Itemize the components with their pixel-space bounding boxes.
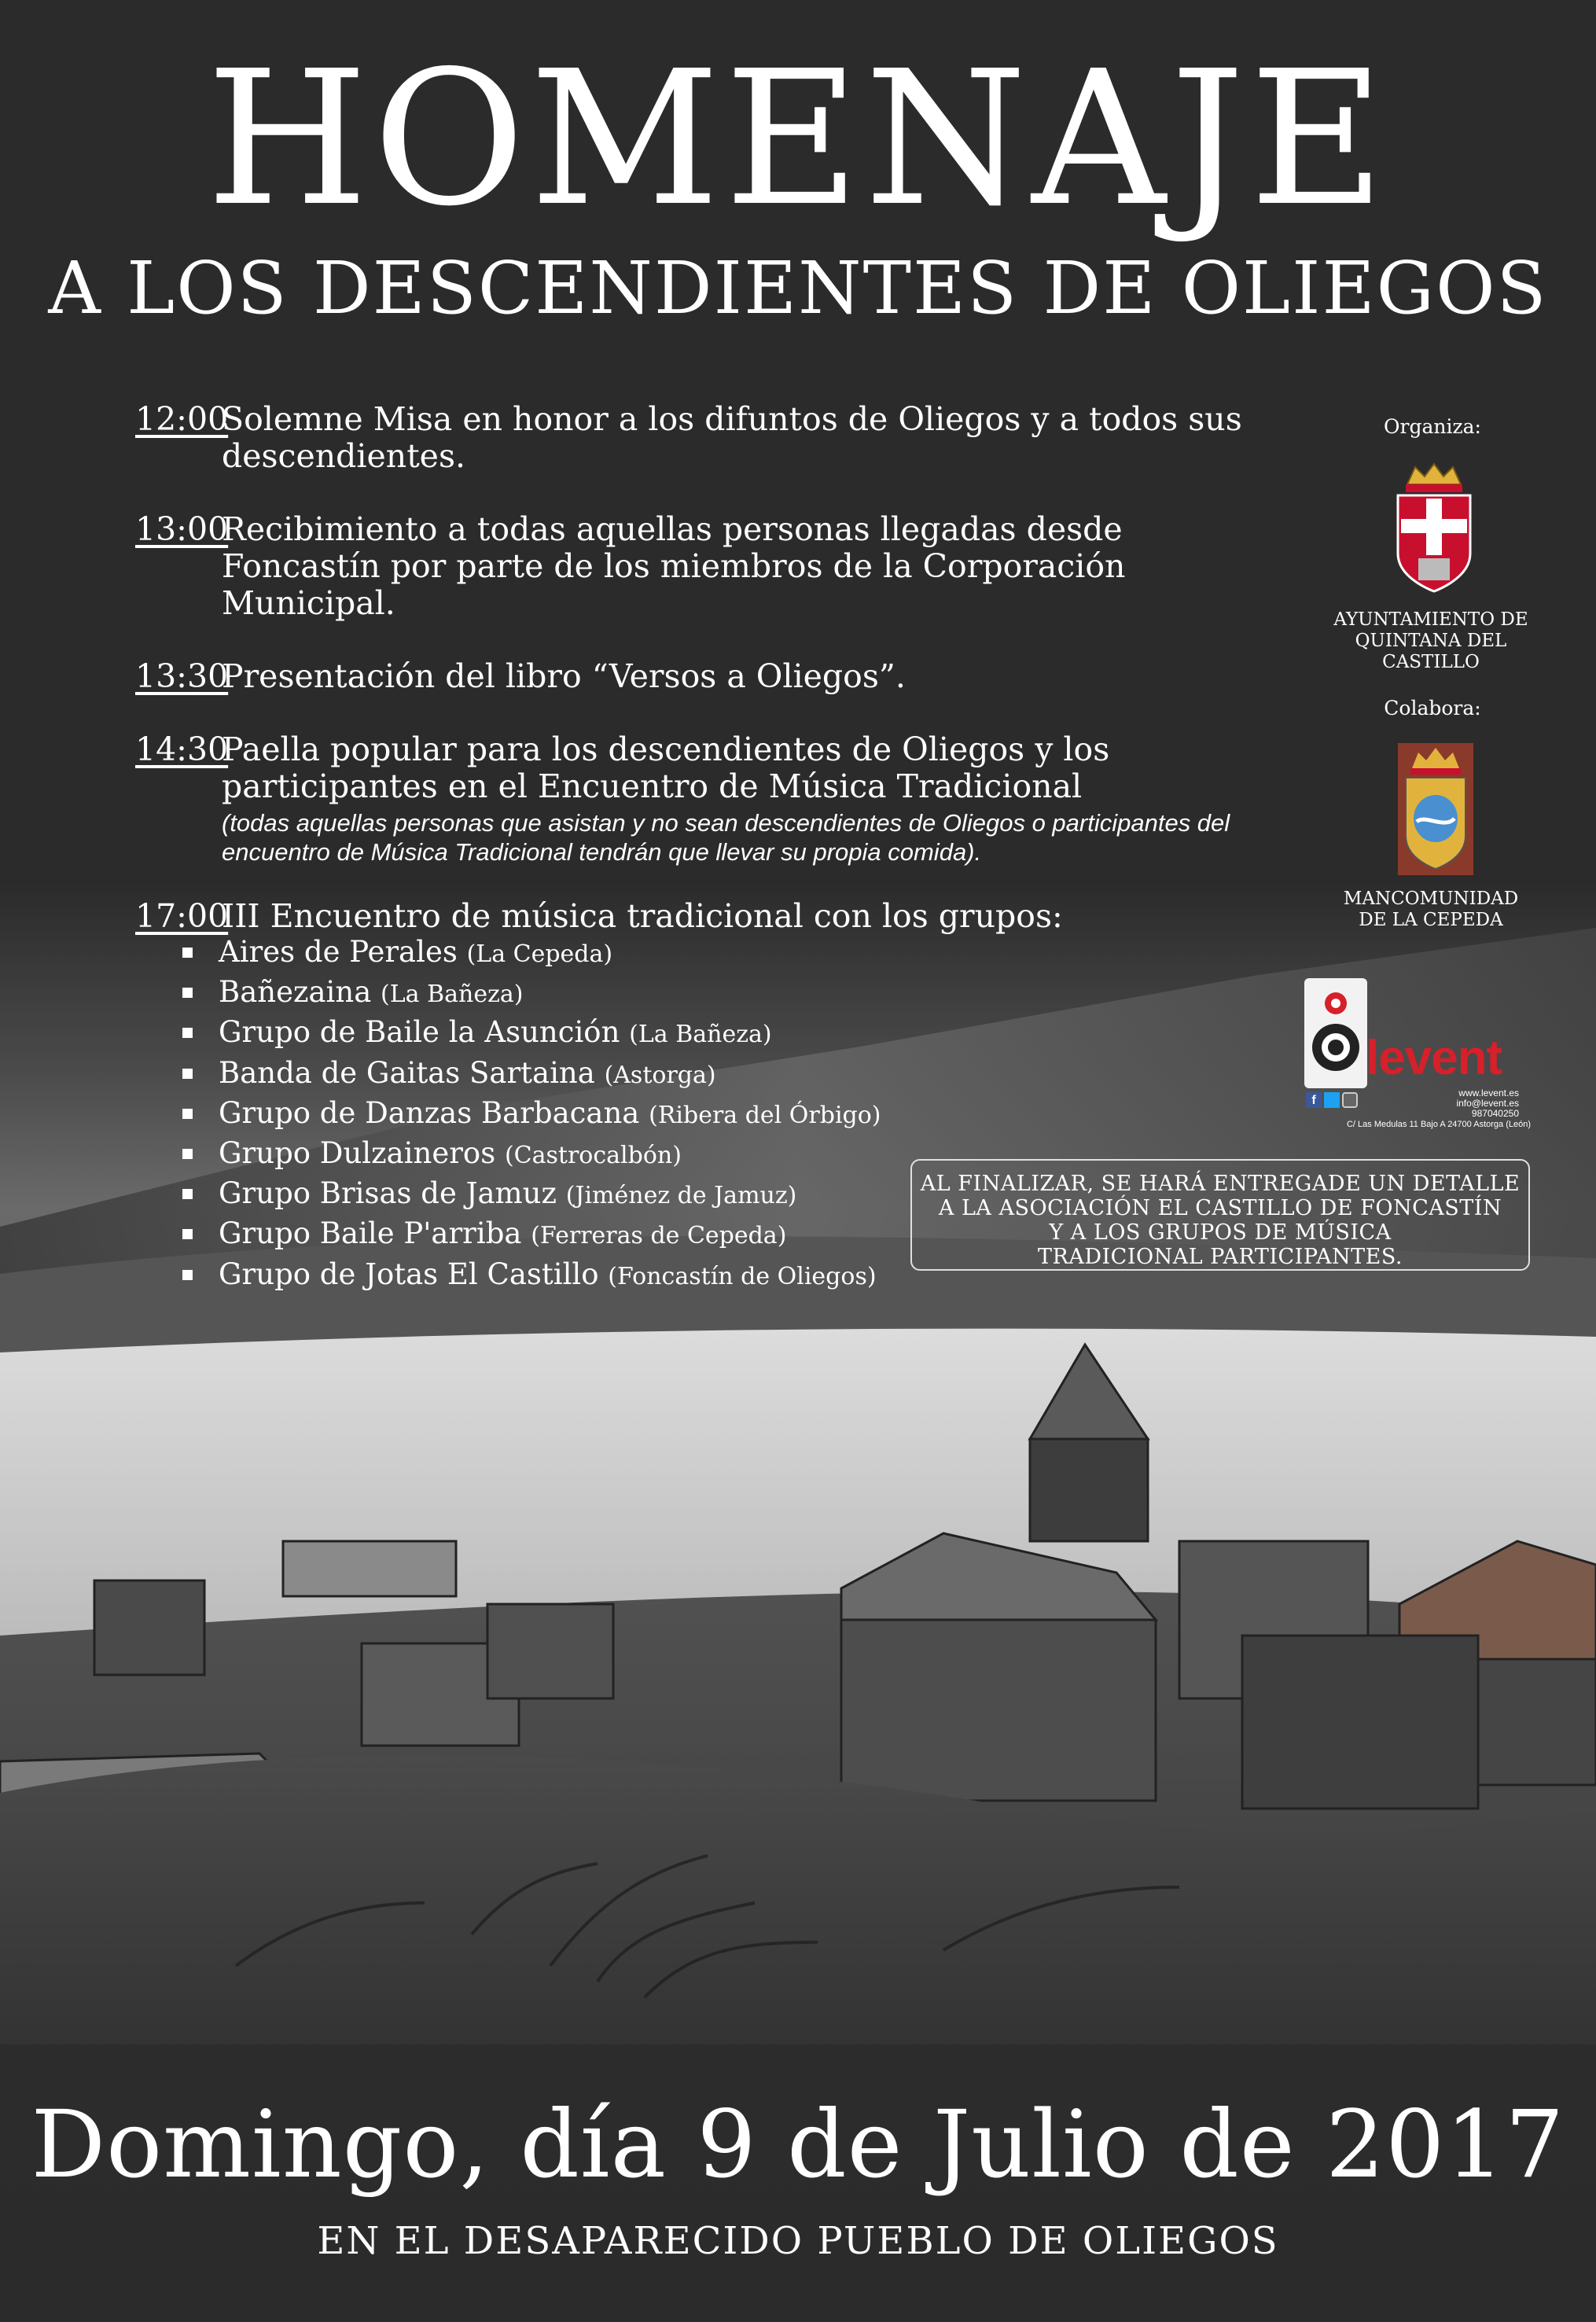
event-location: EN EL DESAPARECIDO PUEBLO DE OLIEGOS: [317, 2219, 1279, 2263]
bullet-icon: [182, 1028, 193, 1038]
colabora-name: [1305, 889, 1557, 931]
group-place: (Ferreras de Cepeda): [531, 1222, 787, 1250]
event-date: Domingo, día 9 de Julio de 2017: [31, 2090, 1565, 2199]
bullet-icon: [182, 988, 193, 998]
schedule-item: [135, 511, 1260, 622]
schedule-time: 17:00: [135, 897, 229, 935]
levent-logo: levent: [1366, 1031, 1502, 1085]
schedule-text: Paella popular para los descendientes de Oliegos y los participantes en el Encuentro de Música Tradicional: [222, 730, 1110, 805]
mancomunidad-shield-icon: [1398, 743, 1473, 875]
group-name: Aires de Perales: [219, 935, 458, 969]
notice-line: A LA ASOCIACIÓN EL CASTILLO DE FONCASTÍN: [938, 1196, 1502, 1220]
levent-sponsor: [1303, 978, 1539, 1135]
group-name: Grupo Dulzaineros: [219, 1136, 496, 1171]
levent-address: C/ Las Medulas 11 Bajo A 24700 Astorga (León): [1346, 1120, 1531, 1129]
schedule-text: Presentación del libro “Versos a Oliegos”.: [222, 657, 906, 695]
schedule-item: [135, 731, 1260, 867]
levent-web: www.levent.es: [1458, 1087, 1519, 1098]
schedule-time: 13:30: [135, 657, 229, 695]
list-item: [182, 1014, 881, 1054]
speaker-icon: [1304, 978, 1367, 1088]
group-name: Banda de Gaitas Sartaina: [219, 1055, 595, 1090]
notice-line: TRADICIONAL PARTICIPANTES.: [1038, 1245, 1403, 1269]
list-item: [182, 973, 881, 1014]
colabora-label: Colabora:: [1384, 697, 1481, 719]
colabora-name-line: MANCOMUNIDAD: [1343, 889, 1519, 909]
group-place: (Castrocalbón): [504, 1142, 682, 1170]
bullet-icon: [182, 1109, 193, 1119]
organiza-label: Organiza:: [1384, 415, 1481, 438]
group-name: Grupo Brisas de Jamuz: [219, 1176, 557, 1211]
schedule-time: 14:30: [135, 730, 229, 768]
list-item: [182, 1215, 881, 1255]
schedule-text: Solemne Misa en honor a los difuntos de Oliegos y a todos sus descendientes.: [222, 400, 1242, 475]
notice-line: Y A LOS GRUPOS DE MÚSICA: [1049, 1220, 1392, 1245]
levent-phone: 987040250: [1471, 1108, 1519, 1119]
page-subtitle: A LOS DESCENDIENTES DE OLIEGOS: [48, 246, 1548, 330]
colabora-name-line: DE LA CEPEDA: [1359, 910, 1503, 930]
organiza-name: [1305, 609, 1557, 673]
bullet-icon: [182, 948, 193, 958]
schedule-item: [135, 898, 1260, 935]
group-place: (Jiménez de Jamuz): [565, 1182, 797, 1210]
music-groups-list: [182, 933, 881, 1296]
levent-email: info@levent.es: [1456, 1098, 1519, 1109]
group-name: Bañezaina: [219, 975, 372, 1010]
schedule-item: [135, 401, 1260, 475]
bullet-icon: [182, 1189, 193, 1199]
list-item: [182, 1054, 881, 1095]
organiza-name-line: AYUNTAMIENTO DE: [1333, 609, 1528, 630]
group-place: (La Bañeza): [629, 1021, 772, 1049]
group-place: (La Bañeza): [381, 981, 524, 1009]
ayuntamiento-shield-icon: [1392, 461, 1476, 594]
organiza-name-line: QUINTANA DEL CASTILLO: [1355, 631, 1507, 672]
group-place: (Foncastín de Oliegos): [608, 1262, 877, 1290]
bullet-icon: [182, 1270, 193, 1280]
group-place: (Ribera del Órbigo): [649, 1101, 881, 1129]
schedule-text: III Encuentro de música tradicional con los grupos:: [222, 897, 1063, 935]
list-item: [182, 1095, 881, 1135]
list-item: [182, 1175, 881, 1215]
group-name: Grupo de Danzas Barbacana: [219, 1095, 640, 1130]
group-place: (La Cepeda): [466, 940, 613, 968]
notice-line: AL FINALIZAR, SE HARÁ ENTREGADE UN DETALLE: [920, 1172, 1521, 1196]
group-name: Grupo de Jotas El Castillo: [219, 1257, 599, 1291]
facebook-icon[interactable]: f: [1306, 1092, 1322, 1108]
bullet-icon: [182, 1069, 193, 1079]
list-item: [182, 1256, 881, 1296]
schedule-time: 13:00: [135, 510, 229, 548]
list-item: [182, 933, 881, 973]
closing-notice: [910, 1159, 1530, 1271]
page-title: HOMENAJE: [206, 31, 1390, 247]
bullet-icon: [182, 1149, 193, 1159]
twitter-icon[interactable]: [1324, 1092, 1340, 1108]
schedule-text: Recibimiento a todas aquellas personas llegadas desde Foncastín por parte de los miembros de la Corporación Municipal.: [222, 510, 1126, 622]
group-place: (Astorga): [604, 1061, 716, 1089]
schedule-time: 12:00: [135, 400, 229, 438]
schedule: [135, 401, 1260, 971]
list-item: [182, 1135, 881, 1175]
bullet-icon: [182, 1229, 193, 1239]
social-icons: [1306, 1092, 1358, 1108]
instagram-icon[interactable]: [1342, 1092, 1358, 1108]
group-name: Grupo de Baile la Asunción: [219, 1015, 620, 1050]
schedule-item: [135, 658, 1260, 695]
schedule-note: (todas aquellas personas que asistan y no sean descendientes de Oliegos o participantes del encuentro de Música Tradicional tendrán que llevar su propia comida).: [222, 809, 1230, 866]
group-name: Grupo Baile P'arriba: [219, 1216, 522, 1251]
